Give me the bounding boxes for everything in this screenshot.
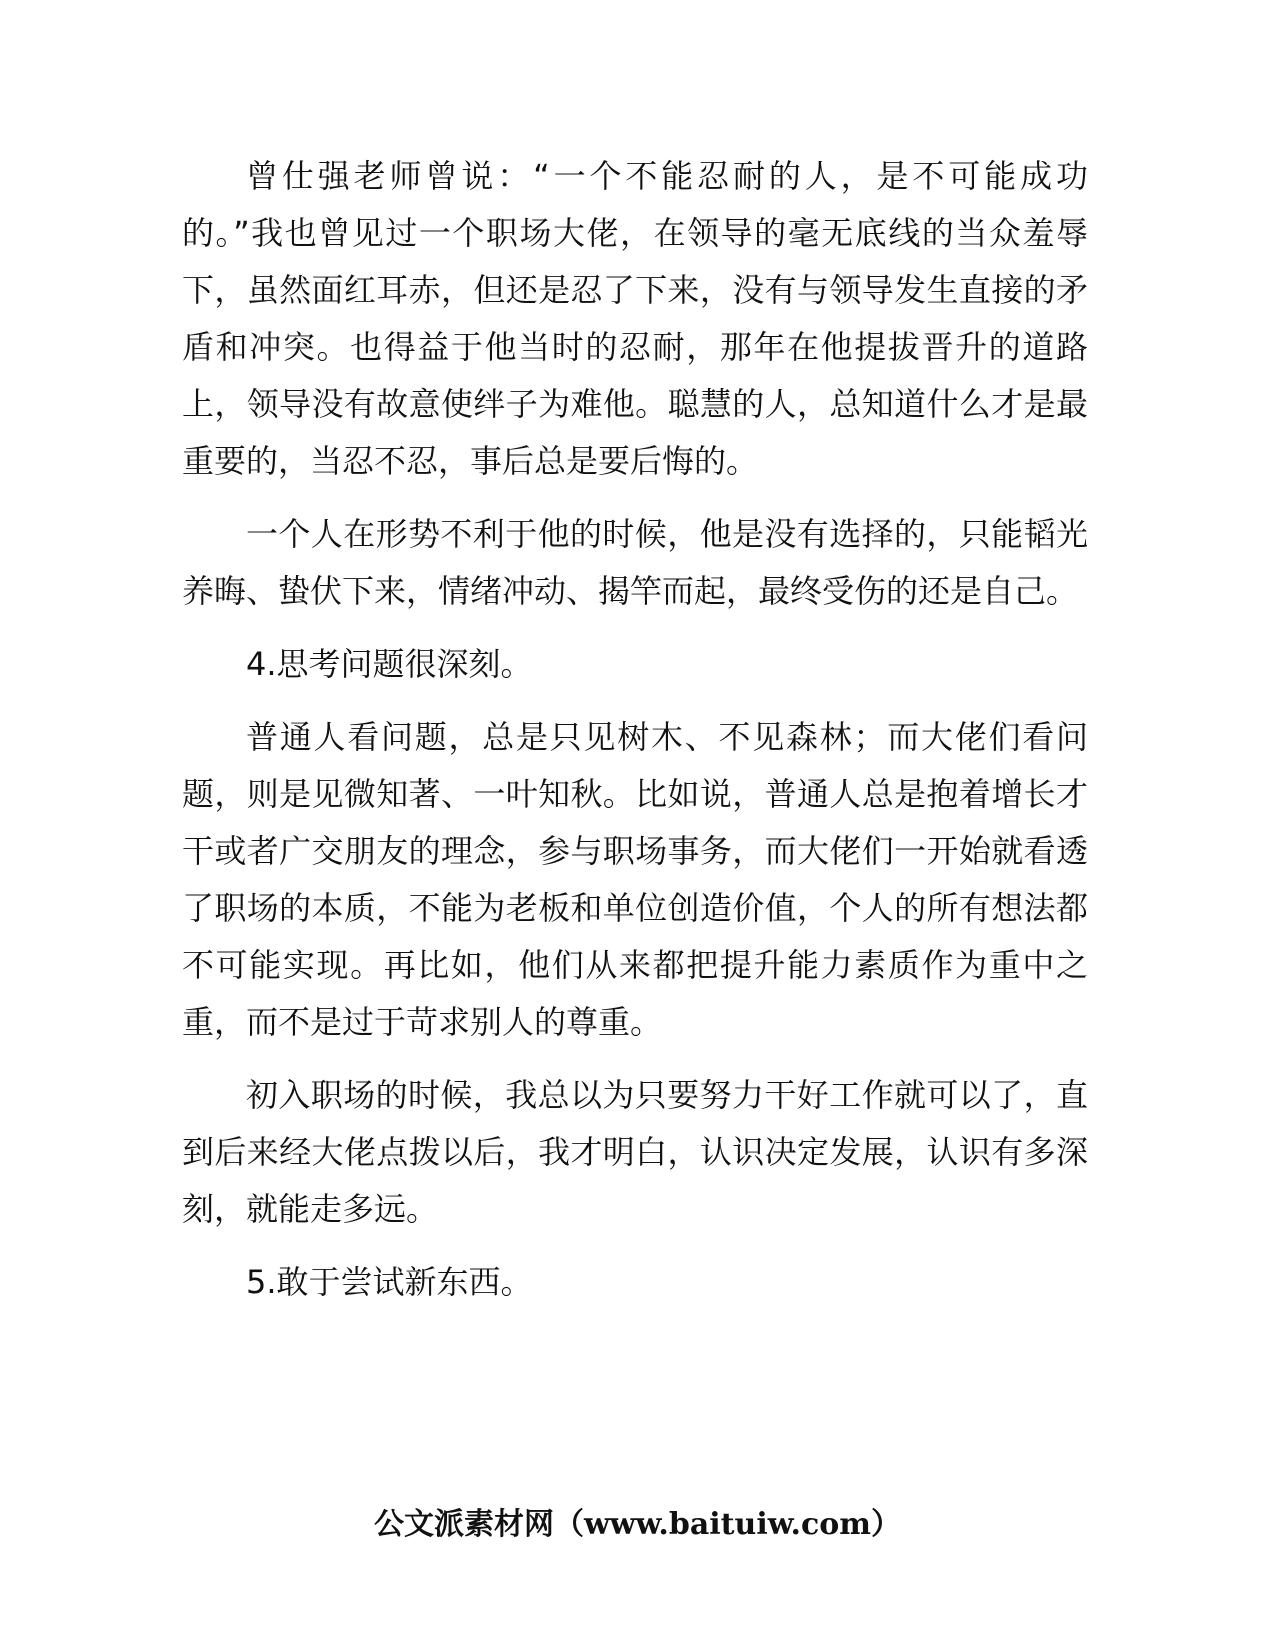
paragraph: 普通人看问题，总是只见树木、不见森林；而大佬们看问题，则是见微知著、一叶知秋。比如说，普通人总是抱着增长才干或者广交朋友的理念，参与职场事务，而大佬们一开始就看透了职场的本质，不能为老板和单位创造价值，个人的所有想法都不可能实现。再比如，他们从来都把提升能力素质作为重中之重，而不是过于苛求别人的尊重。: [182, 718, 1088, 1041]
paragraph: 初入职场的时候，我总以为只要努力干好工作就可以了，直到后来经大佬点拨以后，我才明白，认识决定发展，认识有多深刻，就能走多远。: [182, 1076, 1088, 1228]
section-heading: 4.思考问题很深刻。: [246, 645, 533, 683]
section-heading: 5.敢于尝试新东西。: [246, 1263, 533, 1301]
document-body: [182, 148, 1088, 1327]
paragraph: 一个人在形势不利于他的时候，他是没有选择的，只能韬光养晦、蛰伏下来，情绪冲动、揭竿而起，最终受伤的还是自己。: [182, 515, 1088, 610]
paragraph: 曾仕强老师曾说：“一个不能忍耐的人，是不可能成功的。”我也曾见过一个职场大佬，在领导的毫无底线的当众羞辱下，虽然面红耳赤，但还是忍了下来，没有与领导发生直接的矛盾和冲突。也得益于他当时的忍耐，那年在他提拔晋升的道路上，领导没有故意使绊子为难他。聪慧的人，总知道什么才是最重要的，当忍不忍，事后总是要后悔的。: [182, 157, 1088, 480]
footer-watermark: 公文派素材网（www.baituiw.com）: [373, 1507, 902, 1542]
